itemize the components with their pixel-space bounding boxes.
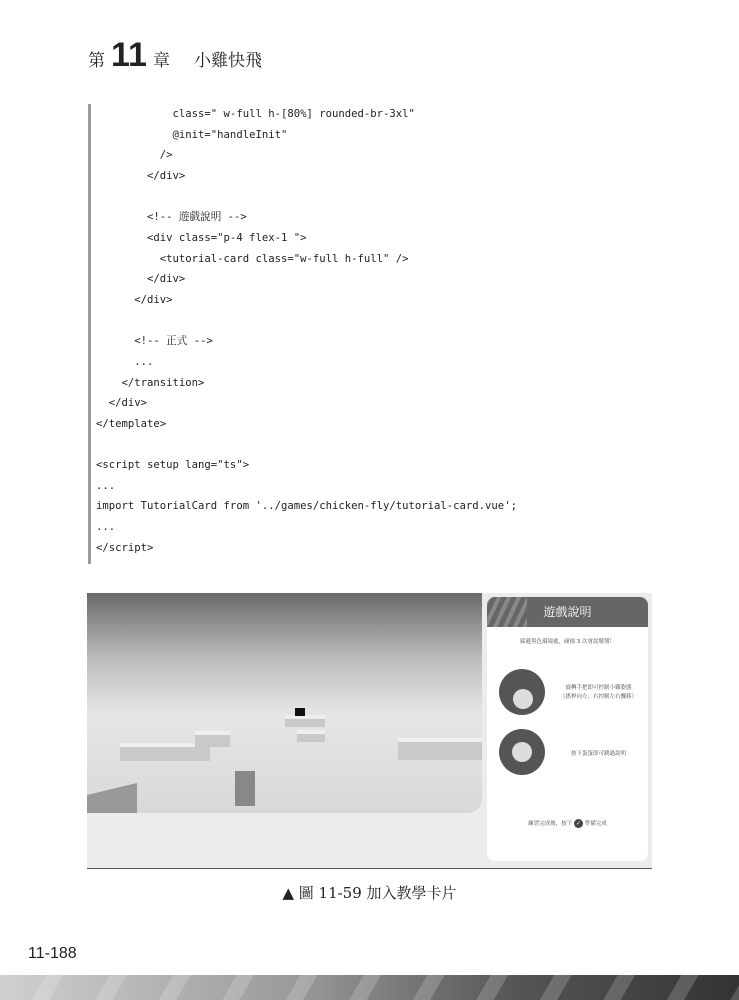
chapter-suffix: 章	[152, 51, 170, 71]
card-title: 遊戲說明	[539, 605, 595, 619]
platform	[285, 715, 325, 727]
card-footer	[487, 819, 648, 828]
figure-caption: ▲ 圖 11-59 加入教學卡片	[282, 884, 457, 902]
obstacle	[87, 783, 137, 813]
tutorial-card	[487, 597, 648, 861]
footer-text-after: 準備完成	[584, 821, 607, 827]
step1-line2: （搖桿向左、右控制左右飄移）	[559, 694, 637, 700]
card-intro: 躲避黑色環境處，碰撞 3 次會說掰掰！	[520, 639, 615, 645]
step2-text: 按下蛋蛋即可跳過說明	[570, 751, 626, 757]
code-text: class=" w-full h-[80%] rounded-br-3xl" @init="handleInit" /> </div> <!-- 遊戲說明 --> <div class="p-4 flex-1 "> <tutorial-card class="w-full h-full" /> </div> </div> <!-- 正式 --> ... </transition> </div> </template> <script setup lang="ts"> ... import TutorialCard from '../games/chicken-fly/tutorial-card.vue'; ... </script>	[96, 108, 517, 554]
button-icon	[499, 729, 545, 775]
chapter-title: 小雞快飛	[193, 51, 262, 71]
check-icon: ✓	[575, 820, 582, 827]
chapter-prefix: 第	[88, 51, 105, 71]
chapter-header	[88, 38, 262, 72]
code-block	[88, 104, 651, 564]
platform	[398, 738, 482, 760]
joystick-icon	[499, 669, 545, 715]
figure	[87, 593, 652, 869]
game-scene	[87, 593, 482, 813]
chicken	[295, 708, 305, 716]
chapter-number: 11	[111, 36, 147, 74]
step1-line1: 旋轉手把即可控制小雞姿態	[565, 685, 632, 691]
platform	[195, 731, 230, 747]
obstacle	[235, 771, 255, 806]
footer-text-before: 練習完成後，按下	[528, 821, 573, 827]
page-number: 11-188	[28, 945, 77, 962]
card-header	[487, 597, 648, 627]
platform	[297, 730, 325, 742]
footer-bar	[0, 975, 739, 1000]
